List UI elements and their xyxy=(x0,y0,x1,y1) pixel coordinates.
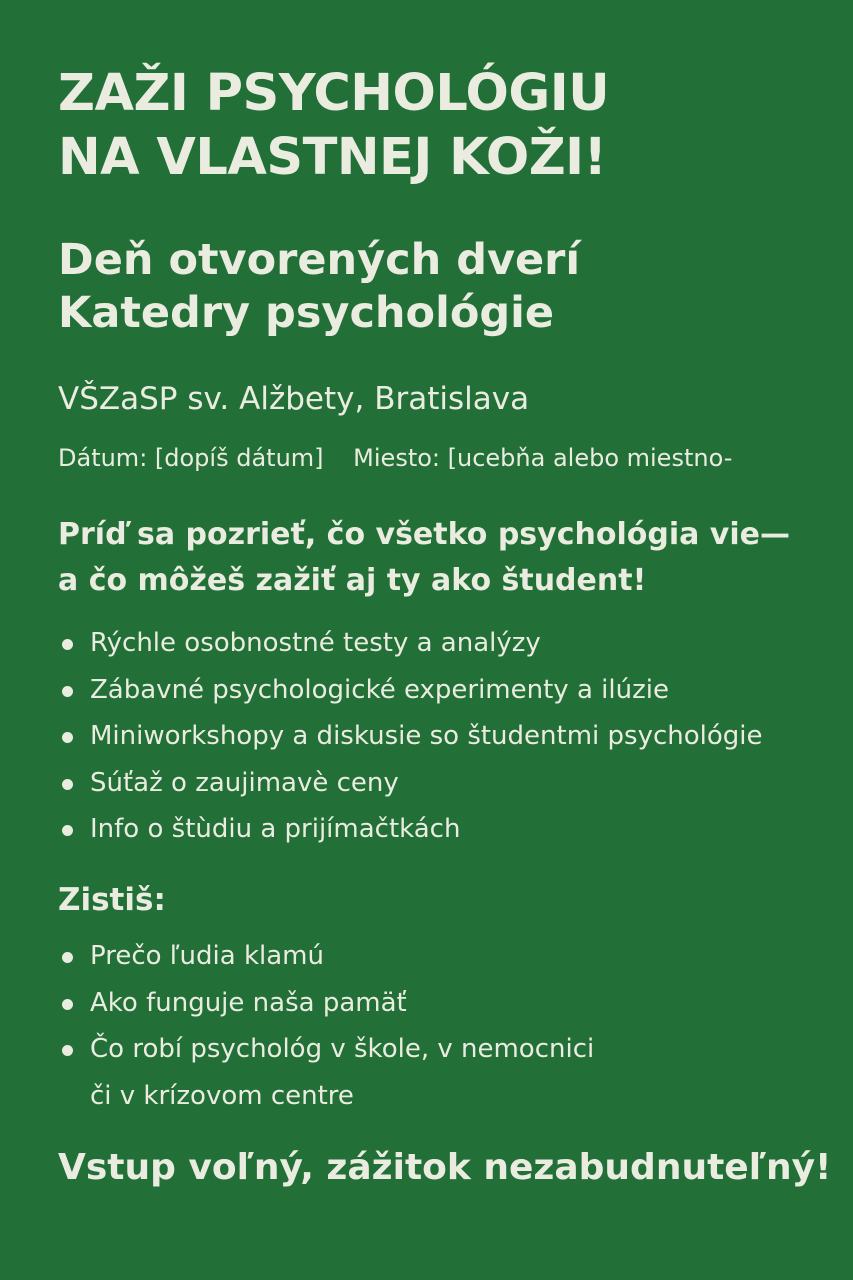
subtitle-line-1: Deň otvorených dverí xyxy=(58,235,581,285)
headline-line-1: ZAŽI PSYCHOLÓGIU xyxy=(58,64,610,123)
entry-slogan: Vstup voľný, zážitok nezabudnuteľný! xyxy=(58,1147,832,1188)
learn-item: Ako funguje naša pamäť xyxy=(58,980,594,1027)
invitation-text xyxy=(58,512,790,604)
activity-item: Zábavné psychologické experimenty a ilúzie xyxy=(58,667,763,714)
invitation-line-2: a čo môžeš zažiť aj ty ako študent! xyxy=(58,563,647,598)
activity-item: Súťaž o zaujimavè ceny xyxy=(58,760,763,807)
learn-item-with-continuation xyxy=(58,1026,594,1119)
learn-heading: Zistiš: xyxy=(58,882,166,918)
learn-item-text: Čo robí psychológ v škole, v nemocnici xyxy=(90,1034,595,1064)
date-place-info xyxy=(58,438,732,478)
date-text: Dátum: [dopíš dátum] xyxy=(58,444,324,472)
activity-item: Rýchle osobnostné testy a analýzy xyxy=(58,620,763,667)
activity-item: Info o štùdiu a prijímačtkách xyxy=(58,806,763,853)
activities-list xyxy=(58,620,763,853)
place-text: Miesto: [ucebňa alebo miestno- xyxy=(353,444,733,472)
school-location: VŠZaSP sv. Alžbety, Bratislava xyxy=(58,381,530,417)
learn-item: Prečo ľudia klamú xyxy=(58,933,594,980)
invitation-line-1: Príď sa pozrieť, čo všetko psychológia vie— xyxy=(58,517,790,552)
activity-item: Miniworkshopy a diskusie so študentmi psychológie xyxy=(58,713,763,760)
learn-item-continuation: či v krízovom centre xyxy=(90,1080,354,1111)
headline-line-2: NA VLASTNEJ KOŽI! xyxy=(58,128,607,187)
main-headline xyxy=(58,62,609,190)
learn-list xyxy=(58,933,594,1119)
event-subtitle xyxy=(58,234,580,340)
subtitle-line-2: Katedry psychológie xyxy=(58,288,555,338)
